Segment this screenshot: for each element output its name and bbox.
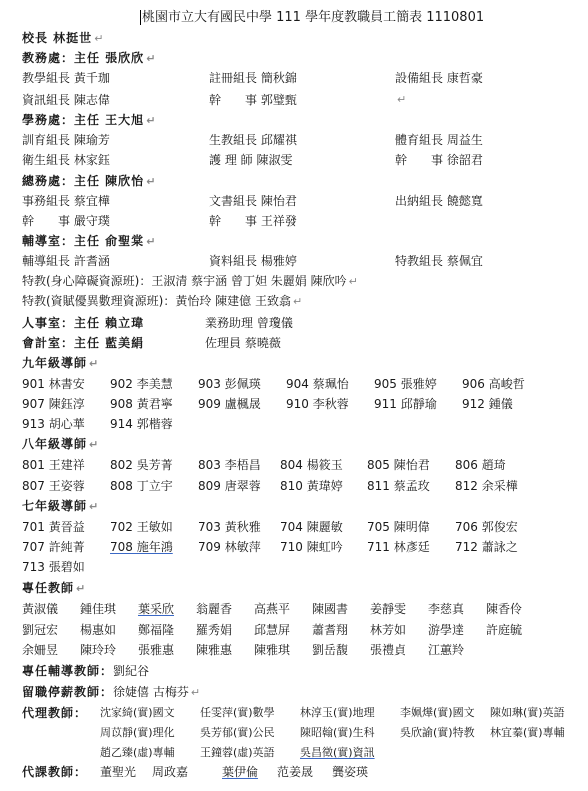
gifted-resource-line: 特教(資賦優異數理資源班)：黃怡玲 陳建億 王致翕 ↵ xyxy=(22,294,303,308)
counselor-line: 專任輔導教師：劉紀谷 xyxy=(22,664,150,678)
grade8-head: 八年級導師 ↵ xyxy=(22,437,100,451)
page-title: 桃園市立大有國民中學 111 學年度教職員工簡表 1110801 xyxy=(142,10,485,25)
student-affairs-head: 學務處：主任 王大旭 ↵ xyxy=(22,113,157,127)
fulltime-head: 專任教師 ↵ xyxy=(22,581,87,595)
general-affairs-head: 總務處：主任 陳欣怡 ↵ xyxy=(22,174,157,188)
principal-line: 校長 林挺世 ↵ xyxy=(22,31,104,45)
grade9-head: 九年級導師 ↵ xyxy=(22,356,100,370)
special-ed-resource-line: 特教(身心障礙資源班)：王淑清 蔡宇涵 曾丁妲 朱麗娟 陳欣吟 ↵ xyxy=(22,274,358,288)
counseling-head: 輔導室：主任 俞聖棠 ↵ xyxy=(22,234,157,248)
academic-head: 教務處：主任 張欣欣 ↵ xyxy=(22,51,157,65)
grade7-head: 七年級導師 ↵ xyxy=(22,499,100,513)
leave-line: 留職停薪教師：徐婕僖 古梅芬 ↵ xyxy=(22,685,201,699)
staff-roster-page: 桃園市立大有國民中學 111 學年度教職員工簡表 1110801 校長 林挺世 ↵ 教務處：主任 張欣欣 ↵ 教學組長 黃千珈 註冊組長 簡秋錦 設備組長 康哲豪 資訊組長 陳志偉 幹 事 郭璧甄 ↵ 學務處：主任 王大旭 ↵ 訓育組長 陳瑜芳 生教組長 邱耀祺 體育組長 周益生 衛生組長 林家鈺 護 理 師 陳淑雯 幹 事 徐韶君 總務處：主任 陳欣怡 ↵ 事務組長 蔡宜樺 文書組長 陳怡君 出納組長 饒懿寬 幹 事 嚴守璞 幹 事 王祥發 輔導室：主任 俞聖棠 ↵ 輔導組長 許耆涵 資料組長 楊雅婷 特教組長 蔡佩宜 特教(身心障礙資源班)：王淑清 蔡宇涵 曾丁妲 朱麗娟 陳欣吟 ↵ 特教(資賦優異數理資源班)：黃怡玲 陳建億 王致翕 ↵ 人事室：主任 賴立瑋 業務助理 曾瓊儀 會計室：主任 藍美絹 佐理員 蔡曉薇 九年級導師 ↵ 901 林書安 902 李美慧 903 彭佩瑛 904 蔡珮怡 905 張雅婷 906 高峻哲 907 陳鈺淳 908 黃君寧 909 盧楓晟 910 李秋蓉 911 邱靜瑜 912 鍾儀 913 胡心華 914 郭楷蓉 八年級導師 ↵ 801 王建祥 802 吳芳菁 803 李梧昌 804 楊筱玉 805 陳怡君 806 趙琦 807 王姿蓉 808 丁立宇 809 唐翠蓉 810 黃瑋婷 811 蔡孟玫 812 余采樺 七年級導師 ↵ 701 黃晉益 702 王敏如 703 黃秋雅 704 陳麗敏 705 陳明偉 706 郭俊宏 707 許純菁 708 施年鴻 709 林敏萍 710 陳虹吟 711 林彥廷 712 蕭詠之 713 張碧如 專任教師 ↵ 黃淑儀 鍾佳琪 葉采欣 翁麗香 高燕平 陳國書 姜靜雯 李慈真 陳香伶 劉冠宏 楊惠如 鄭福隆 羅秀娟 邱慧屏 蕭耆翔 林芳如 游學達 許庭毓 余姍昱 陳玲玲 張雅惠 陳雅惠 陳雅琪 劉岳馥 張禮貞 江蕙羚 專任輔導教師：劉紀谷 留職停薪教師：徐婕僖 古梅芬 ↵ 代理教師： 沈家綺(實)國文 任雯萍(實)數學 林淳玉(實)地理 李姵燁(實)國文 陳如琳(實)英語 周苡靜(實)理化 吳芳郁(實)公民 陳昭翰(實)生科 吳欣諭(實)特教 林宜蓁(實)專輔 趙乙臻(虛)專輔 王鐘蓉(虛)英語 吳昌徵(實)資訊 代課教師： 董聖光 周政嘉 葉伊倫 范姜晟 龔姿瑛 xyxy=(0,0,588,791)
